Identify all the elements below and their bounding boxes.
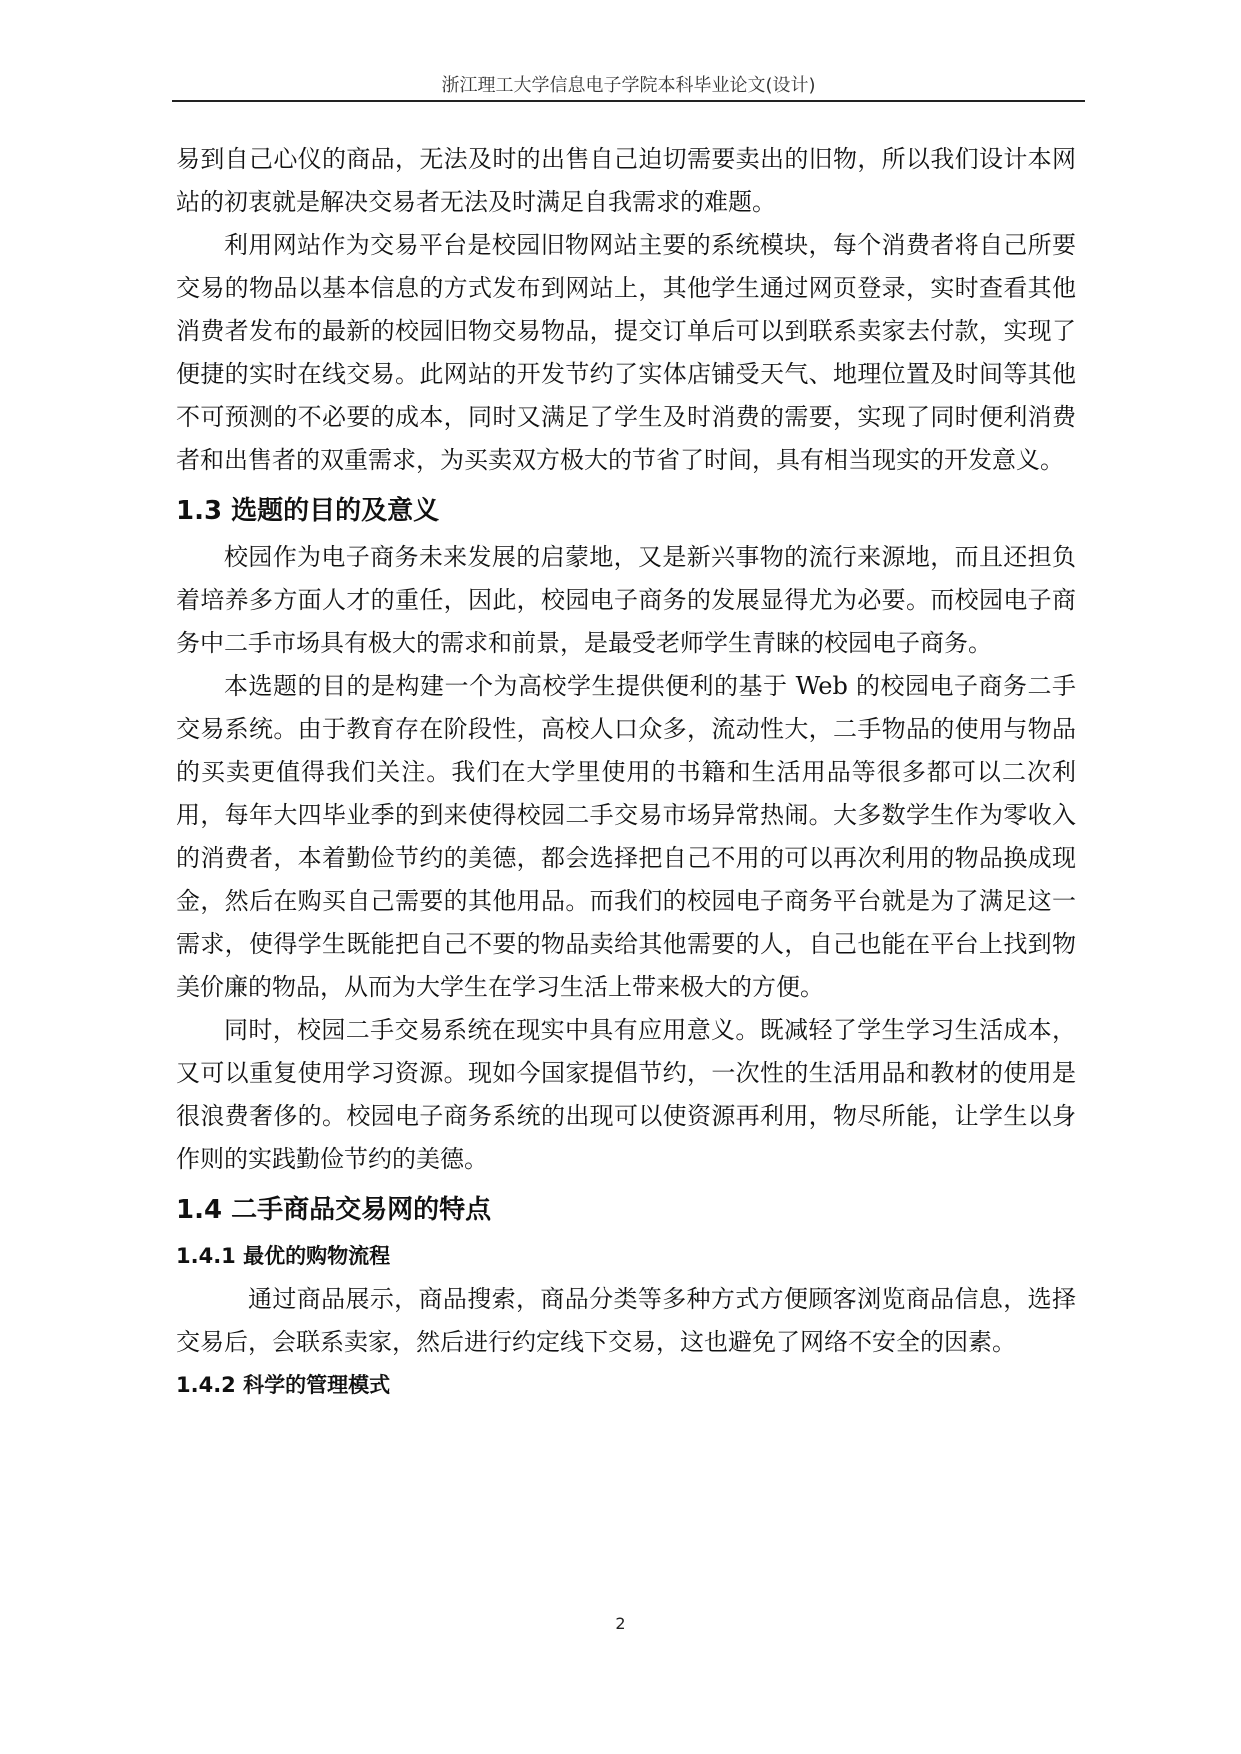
document-header: 浙江理工大学信息电子学院本科毕业论文(设计) — [441, 75, 816, 96]
body-paragraph-campus-ecommerce: 校园作为电子商务未来发展的启蒙地，又是新兴事物的流行来源地，而且还担负着培养多方面人才的重任，因此，校园电子商务的发展显得尤为必要。而校园电子商务中二手市场具有极大的需求和前景，是最受老师学生青睐的校园电子商务。 — [176, 543, 1076, 657]
section-heading-1-4: 1.4 二手商品交易网的特点 — [176, 1195, 492, 1225]
body-paragraph-platform: 利用网站作为交易平台是校园旧物网站主要的系统模块，每个消费者将自己所要交易的物品以基本信息的方式发布到网站上，其他学生通过网页登录，实时查看其他消费者发布的最新的校园旧物交易物品，提交订单后可以到联系卖家去付款，实现了便捷的实时在线交易。此网站的开发节约了实体店铺受天气、地理位置及时间等其他不可预测的不必要的成本，同时又满足了学生及时消费的需要，实现了同时便利消费者和出售者的双重需求，为买卖双方极大的节省了时间，具有相当现实的开发意义。 — [176, 231, 1076, 474]
header-divider — [172, 100, 1085, 102]
body-paragraph-shopping-process: 通过商品展示，商品搜索，商品分类等多种方式方便顾客浏览商品信息，选择交易后，会联系卖家，然后进行约定线下交易，这也避免了网络不安全的因素。 — [176, 1285, 1076, 1356]
body-paragraph-topic-purpose: 本选题的目的是构建一个为高校学生提供便利的基于 Web 的校园电子商务二手交易系统。由于教育存在阶段性，高校人口众多，流动性大，二手物品的使用与物品的买卖更值得我们关注。我们在大学里使用的书籍和生活用品等很多都可以二次利用，每年大四毕业季的到来使得校园二手交易市场异常热闹。大多数学生作为零收入的消费者，本着勤俭节约的美德，都会选择把自己不用的可以再次利用的物品换成现金，然后在购买自己需要的其他用品。而我们的校园电子商务平台就是为了满足这一需求，使得学生既能把自己不要的物品卖给其他需要的人，自己也能在平台上找到物美价廉的物品，从而为大学生在学习生活上带来极大的方便。 — [176, 672, 1076, 1001]
continued-paragraph: 易到自己心仪的商品，无法及时的出售自己迫切需要卖出的旧物，所以我们设计本网站的初衷就是解决交易者无法及时满足自我需求的难题。 — [176, 145, 1076, 216]
section-heading-1-3: 1.3 选题的目的及意义 — [176, 496, 440, 526]
subsection-heading-1-4-2: 1.4.2 科学的管理模式 — [176, 1373, 391, 1397]
body-paragraph-application-significance: 同时，校园二手交易系统在现实中具有应用意义。既减轻了学生学习生活成本，又可以重复使用学习资源。现如今国家提倡节约，一次性的生活用品和教材的使用是很浪费奢侈的。校园电子商务系统的出现可以使资源再利用，物尽所能，让学生以身作则的实践勤俭节约的美德。 — [176, 1016, 1076, 1173]
subsection-heading-1-4-1: 1.4.1 最优的购物流程 — [176, 1244, 391, 1268]
page-number: 2 — [615, 1614, 626, 1633]
document-body — [176, 138, 1076, 1407]
